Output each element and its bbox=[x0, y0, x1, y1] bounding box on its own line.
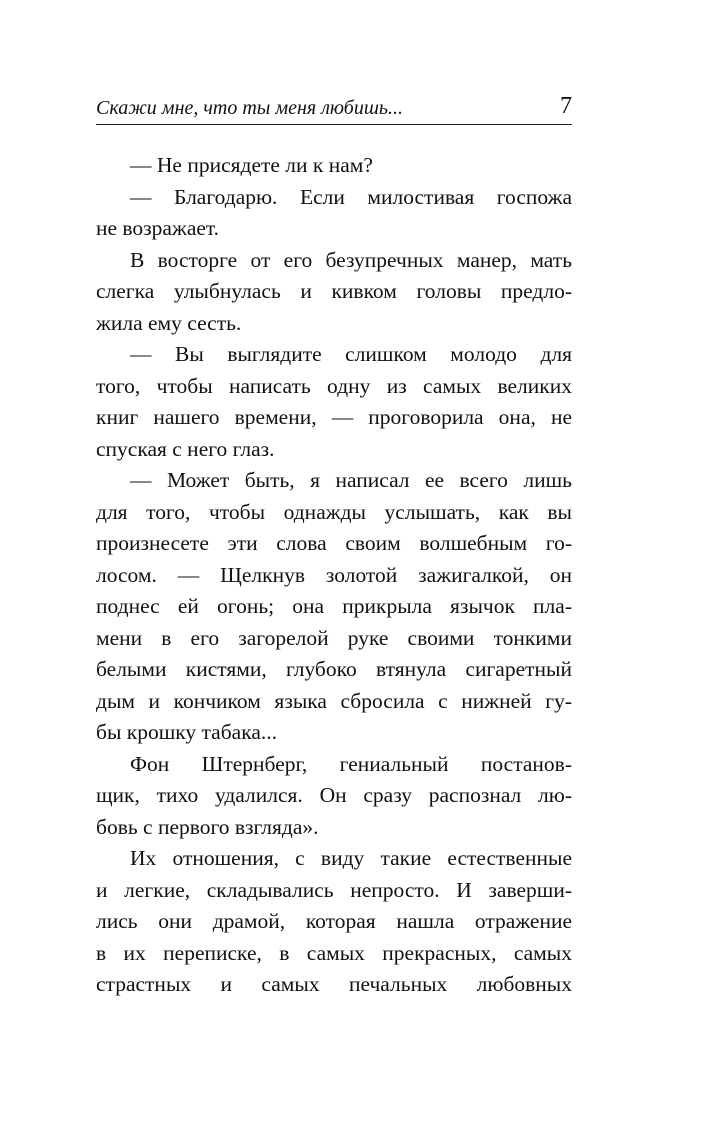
text-line: книг нашего времени, — проговорила она, не bbox=[96, 405, 572, 429]
header-rule bbox=[96, 124, 572, 125]
text-line: лосом. — Щелкнув золотой зажигалкой, он bbox=[96, 562, 572, 587]
text-line: в их переписке, в самых прекрасных, самых bbox=[96, 940, 572, 965]
text-line: бы крошку табака... bbox=[96, 720, 277, 744]
text-line: щик, тихо удалился. Он сразу распознал лю- bbox=[96, 783, 572, 807]
body-text bbox=[96, 150, 572, 1001]
text-line: и легкие, складывались непросто. И заверши- bbox=[96, 877, 572, 902]
text-line: мени в его загорелой руке своими тонкими bbox=[96, 625, 572, 650]
text-line: лись они драмой, которая нашла отражение bbox=[96, 909, 572, 933]
text-line: В восторге от его безупречных манер, мать bbox=[130, 247, 572, 272]
text-line: дым и кончиком языка сбросила с нижней гу- bbox=[96, 688, 572, 713]
text-line: — Вы выглядите слишком молодо для bbox=[130, 342, 572, 366]
running-title: Скажи мне, что ты меня любишь... bbox=[96, 97, 404, 119]
text-line: Фон Штернберг, гениальный постанов- bbox=[130, 751, 572, 776]
text-line: — Благодарю. Если милостивая госпожа bbox=[130, 184, 572, 209]
page-number: 7 bbox=[560, 93, 572, 119]
page-header bbox=[96, 92, 572, 126]
paragraph bbox=[96, 182, 572, 245]
paragraph bbox=[96, 245, 572, 340]
paragraph bbox=[96, 465, 572, 749]
paragraph bbox=[96, 843, 572, 1001]
text-line: слегка улыбнулась и кивком головы предло- bbox=[96, 279, 572, 303]
text-line: бовь с первого взгляда». bbox=[96, 814, 319, 839]
paragraph bbox=[96, 749, 572, 844]
text-line: поднес ей огонь; она прикрыла язычок пла- bbox=[96, 594, 572, 618]
text-line: не возражает. bbox=[96, 216, 220, 240]
text-line: — Может быть, я написал ее всего лишь bbox=[130, 468, 572, 492]
text-line: для того, чтобы однажды услышать, как вы bbox=[96, 499, 572, 524]
text-line: страстных и самых печальных любовных bbox=[96, 972, 572, 996]
text-line: спуская с него глаз. bbox=[96, 436, 275, 461]
text-line: — Не присядете ли к нам? bbox=[130, 153, 373, 177]
text-line: белыми кистями, глубоко втянула сигаретный bbox=[96, 657, 572, 681]
text-line: произнесете эти слова своим волшебным го- bbox=[96, 531, 572, 555]
text-line: того, чтобы написать одну из самых великих bbox=[96, 373, 572, 398]
text-line: жила ему сесть. bbox=[96, 310, 242, 335]
paragraph bbox=[96, 150, 572, 182]
paragraph bbox=[96, 339, 572, 465]
text-line: Их отношения, с виду такие естественные bbox=[130, 846, 572, 870]
